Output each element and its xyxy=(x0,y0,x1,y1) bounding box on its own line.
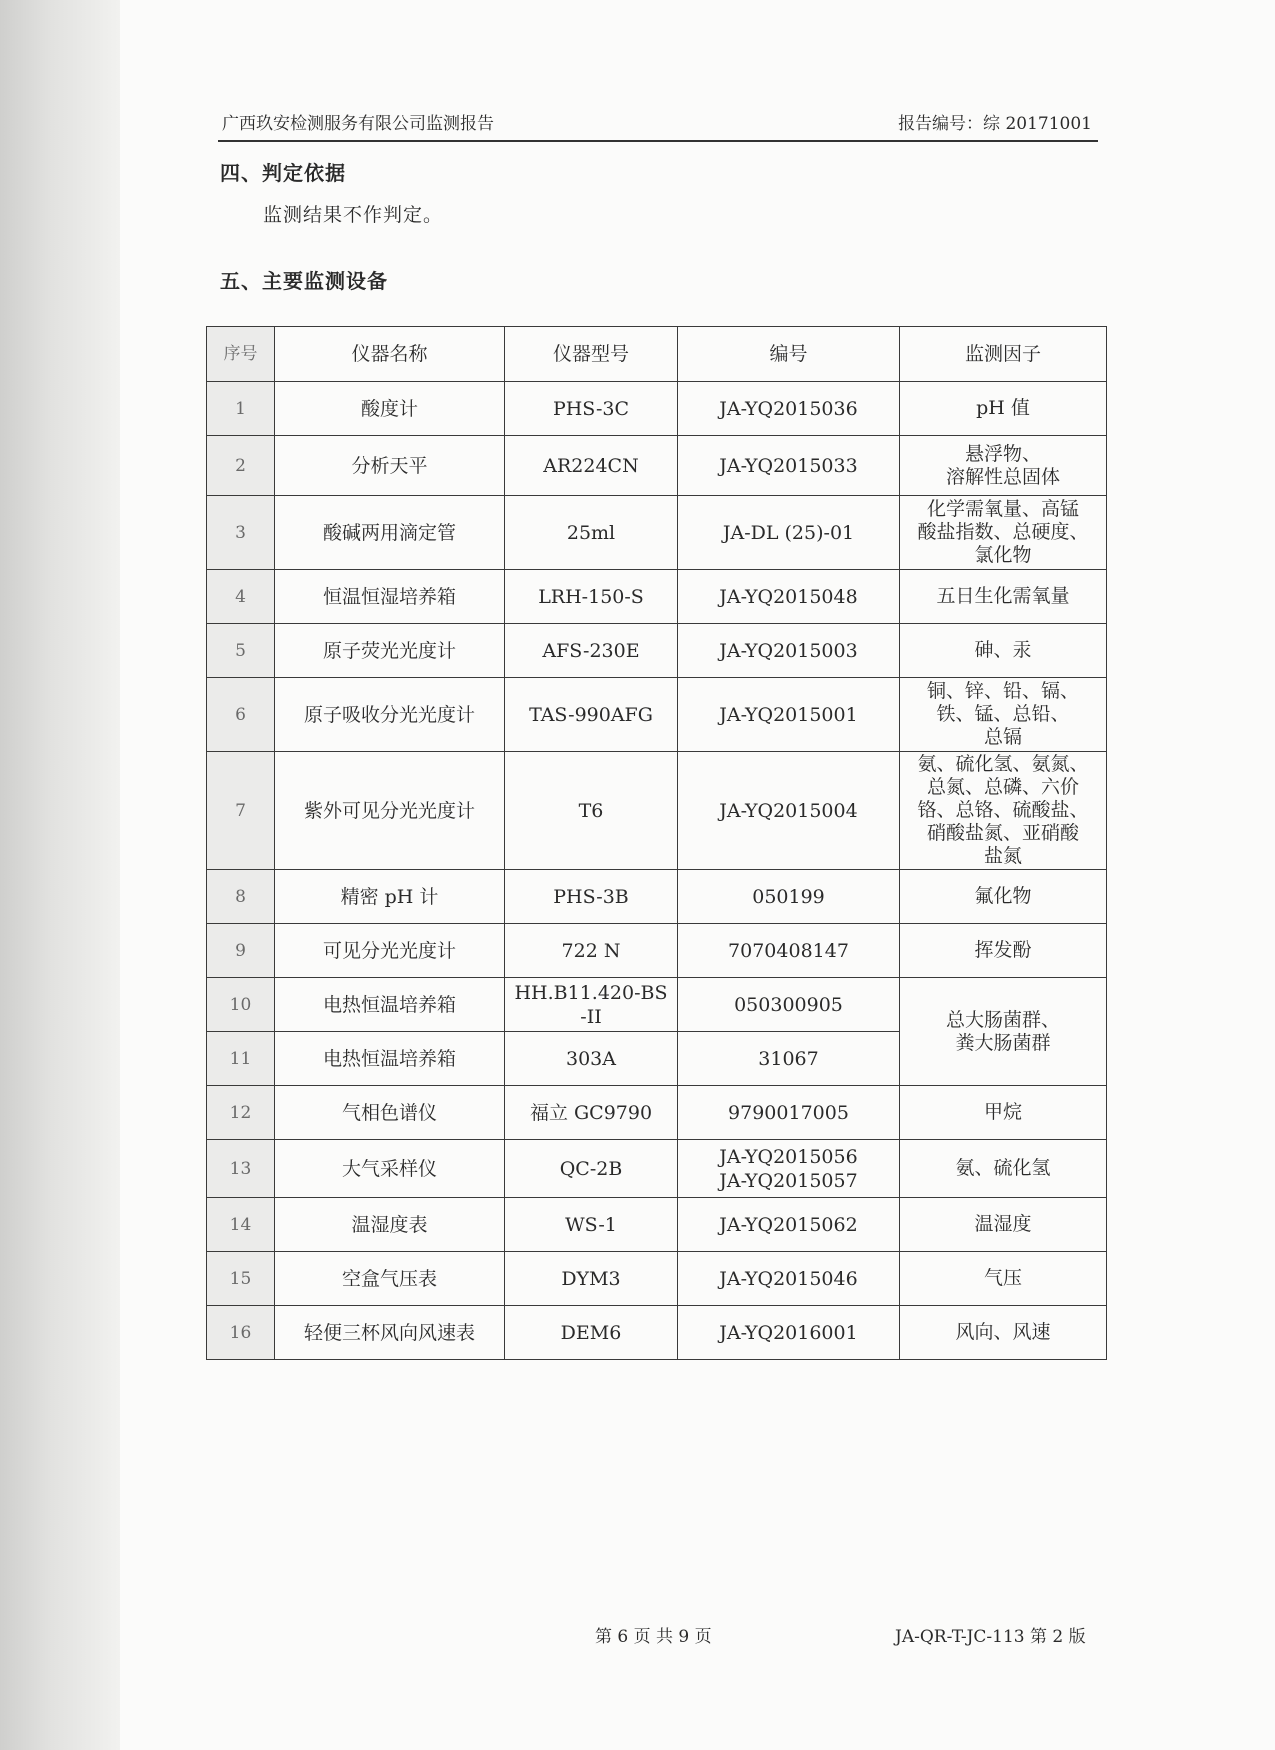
monitoring-factor-cell: pH 值 xyxy=(900,382,1107,436)
header-model: 仪器型号 xyxy=(505,327,678,382)
table-row xyxy=(207,1198,1107,1252)
instrument-model-cell: DEM6 xyxy=(505,1306,678,1360)
monitoring-factor-cell: 氨、硫化氢、氨氮、 总氮、总磷、六价 铬、总铬、硫酸盐、 硝酸盐氮、亚硝酸 盐氮 xyxy=(900,752,1107,870)
page-header xyxy=(218,110,1098,142)
table-row xyxy=(207,678,1107,752)
monitoring-factor-cell: 总大肠菌群、 粪大肠菌群 xyxy=(900,978,1107,1086)
equipment-table-body xyxy=(207,382,1107,1360)
instrument-name-cell: 精密 pH 计 xyxy=(275,870,505,924)
row-no-cell: 15 xyxy=(207,1252,275,1306)
table-row xyxy=(207,382,1107,436)
row-no-cell: 16 xyxy=(207,1306,275,1360)
table-row xyxy=(207,570,1107,624)
monitoring-factor-cell: 铜、锌、铅、镉、 铁、锰、总铅、 总镉 xyxy=(900,678,1107,752)
equipment-table xyxy=(206,326,1107,1360)
monitoring-factor-cell: 温湿度 xyxy=(900,1198,1107,1252)
instrument-model-cell: AFS-230E xyxy=(505,624,678,678)
report-number: 报告编号：综 20171001 xyxy=(898,114,1092,134)
instrument-model-cell: PHS-3B xyxy=(505,870,678,924)
instrument-code-cell: JA-YQ2015033 xyxy=(678,436,900,496)
table-row xyxy=(207,1140,1107,1198)
instrument-model-cell: 303A xyxy=(505,1032,678,1086)
instrument-name-cell: 可见分光光度计 xyxy=(275,924,505,978)
instrument-model-cell: PHS-3C xyxy=(505,382,678,436)
instrument-name-cell: 电热恒温培养箱 xyxy=(275,978,505,1032)
instrument-model-cell: QC-2B xyxy=(505,1140,678,1198)
monitoring-factor-cell: 悬浮物、 溶解性总固体 xyxy=(900,436,1107,496)
footer-doc-version: JA-QR-T-JC-113 第 2 版 xyxy=(895,1627,1086,1647)
instrument-code-cell: JA-DL (25)-01 xyxy=(678,496,900,570)
monitoring-factor-cell: 砷、汞 xyxy=(900,624,1107,678)
footer-page-number: 第 6 页 共 9 页 xyxy=(595,1627,712,1647)
instrument-model-cell: 25ml xyxy=(505,496,678,570)
instrument-code-cell: 050199 xyxy=(678,870,900,924)
table-row xyxy=(207,752,1107,870)
table-row xyxy=(207,436,1107,496)
row-no-cell: 11 xyxy=(207,1032,275,1086)
company-report-title: 广西玖安检测服务有限公司监测报告 xyxy=(222,114,494,134)
monitoring-factor-cell: 氟化物 xyxy=(900,870,1107,924)
judgement-text: 监测结果不作判定。 xyxy=(263,204,444,226)
row-no-cell: 14 xyxy=(207,1198,275,1252)
row-no-cell: 1 xyxy=(207,382,275,436)
row-no-cell: 12 xyxy=(207,1086,275,1140)
instrument-name-cell: 大气采样仪 xyxy=(275,1140,505,1198)
row-no-cell: 10 xyxy=(207,978,275,1032)
section-equipment-title: 五、主要监测设备 xyxy=(220,269,388,293)
row-no-cell: 8 xyxy=(207,870,275,924)
monitoring-factor-cell: 甲烷 xyxy=(900,1086,1107,1140)
header-name: 仪器名称 xyxy=(275,327,505,382)
instrument-name-cell: 酸碱两用滴定管 xyxy=(275,496,505,570)
instrument-model-cell: T6 xyxy=(505,752,678,870)
monitoring-factor-cell: 五日生化需氧量 xyxy=(900,570,1107,624)
instrument-code-cell: JA-YQ2015036 xyxy=(678,382,900,436)
instrument-name-cell: 恒温恒湿培养箱 xyxy=(275,570,505,624)
row-no-cell: 6 xyxy=(207,678,275,752)
instrument-name-cell: 气相色谱仪 xyxy=(275,1086,505,1140)
table-row xyxy=(207,870,1107,924)
instrument-code-cell: JA-YQ2015048 xyxy=(678,570,900,624)
row-no-cell: 7 xyxy=(207,752,275,870)
instrument-code-cell: JA-YQ2016001 xyxy=(678,1306,900,1360)
instrument-code-cell: 9790017005 xyxy=(678,1086,900,1140)
table-header-row xyxy=(207,327,1107,382)
instrument-model-cell: HH.B11.420-BS -II xyxy=(505,978,678,1032)
table-row xyxy=(207,496,1107,570)
instrument-code-cell: 31067 xyxy=(678,1032,900,1086)
instrument-name-cell: 电热恒温培养箱 xyxy=(275,1032,505,1086)
instrument-model-cell: AR224CN xyxy=(505,436,678,496)
table-row xyxy=(207,978,1107,1032)
instrument-model-cell: DYM3 xyxy=(505,1252,678,1306)
monitoring-factor-cell: 氨、硫化氢 xyxy=(900,1140,1107,1198)
instrument-name-cell: 酸度计 xyxy=(275,382,505,436)
instrument-name-cell: 原子荧光光度计 xyxy=(275,624,505,678)
instrument-code-cell: JA-YQ2015001 xyxy=(678,678,900,752)
monitoring-factor-cell: 气压 xyxy=(900,1252,1107,1306)
instrument-code-cell: JA-YQ2015056 JA-YQ2015057 xyxy=(678,1140,900,1198)
row-no-cell: 3 xyxy=(207,496,275,570)
instrument-code-cell: 050300905 xyxy=(678,978,900,1032)
table-row xyxy=(207,924,1107,978)
instrument-model-cell: WS-1 xyxy=(505,1198,678,1252)
header-code: 编号 xyxy=(678,327,900,382)
instrument-name-cell: 紫外可见分光光度计 xyxy=(275,752,505,870)
instrument-name-cell: 分析天平 xyxy=(275,436,505,496)
header-factor: 监测因子 xyxy=(900,327,1107,382)
instrument-name-cell: 温湿度表 xyxy=(275,1198,505,1252)
instrument-code-cell: JA-YQ2015003 xyxy=(678,624,900,678)
instrument-model-cell: TAS-990AFG xyxy=(505,678,678,752)
row-no-cell: 2 xyxy=(207,436,275,496)
table-row xyxy=(207,1252,1107,1306)
instrument-model-cell: 722 N xyxy=(505,924,678,978)
monitoring-factor-cell: 风向、风速 xyxy=(900,1306,1107,1360)
table-row xyxy=(207,624,1107,678)
instrument-model-cell: LRH-150-S xyxy=(505,570,678,624)
table-row xyxy=(207,1306,1107,1360)
header-no: 序号 xyxy=(207,327,275,382)
instrument-name-cell: 原子吸收分光光度计 xyxy=(275,678,505,752)
instrument-code-cell: JA-YQ2015062 xyxy=(678,1198,900,1252)
row-no-cell: 13 xyxy=(207,1140,275,1198)
instrument-name-cell: 空盒气压表 xyxy=(275,1252,505,1306)
section-judgement-title: 四、判定依据 xyxy=(220,161,346,185)
instrument-model-cell: 福立 GC9790 xyxy=(505,1086,678,1140)
instrument-code-cell: JA-YQ2015046 xyxy=(678,1252,900,1306)
instrument-name-cell: 轻便三杯风向风速表 xyxy=(275,1306,505,1360)
row-no-cell: 9 xyxy=(207,924,275,978)
row-no-cell: 5 xyxy=(207,624,275,678)
instrument-code-cell: 7070408147 xyxy=(678,924,900,978)
row-no-cell: 4 xyxy=(207,570,275,624)
monitoring-factor-cell: 化学需氧量、高锰 酸盐指数、总硬度、 氯化物 xyxy=(900,496,1107,570)
table-row xyxy=(207,1086,1107,1140)
instrument-code-cell: JA-YQ2015004 xyxy=(678,752,900,870)
monitoring-factor-cell: 挥发酚 xyxy=(900,924,1107,978)
